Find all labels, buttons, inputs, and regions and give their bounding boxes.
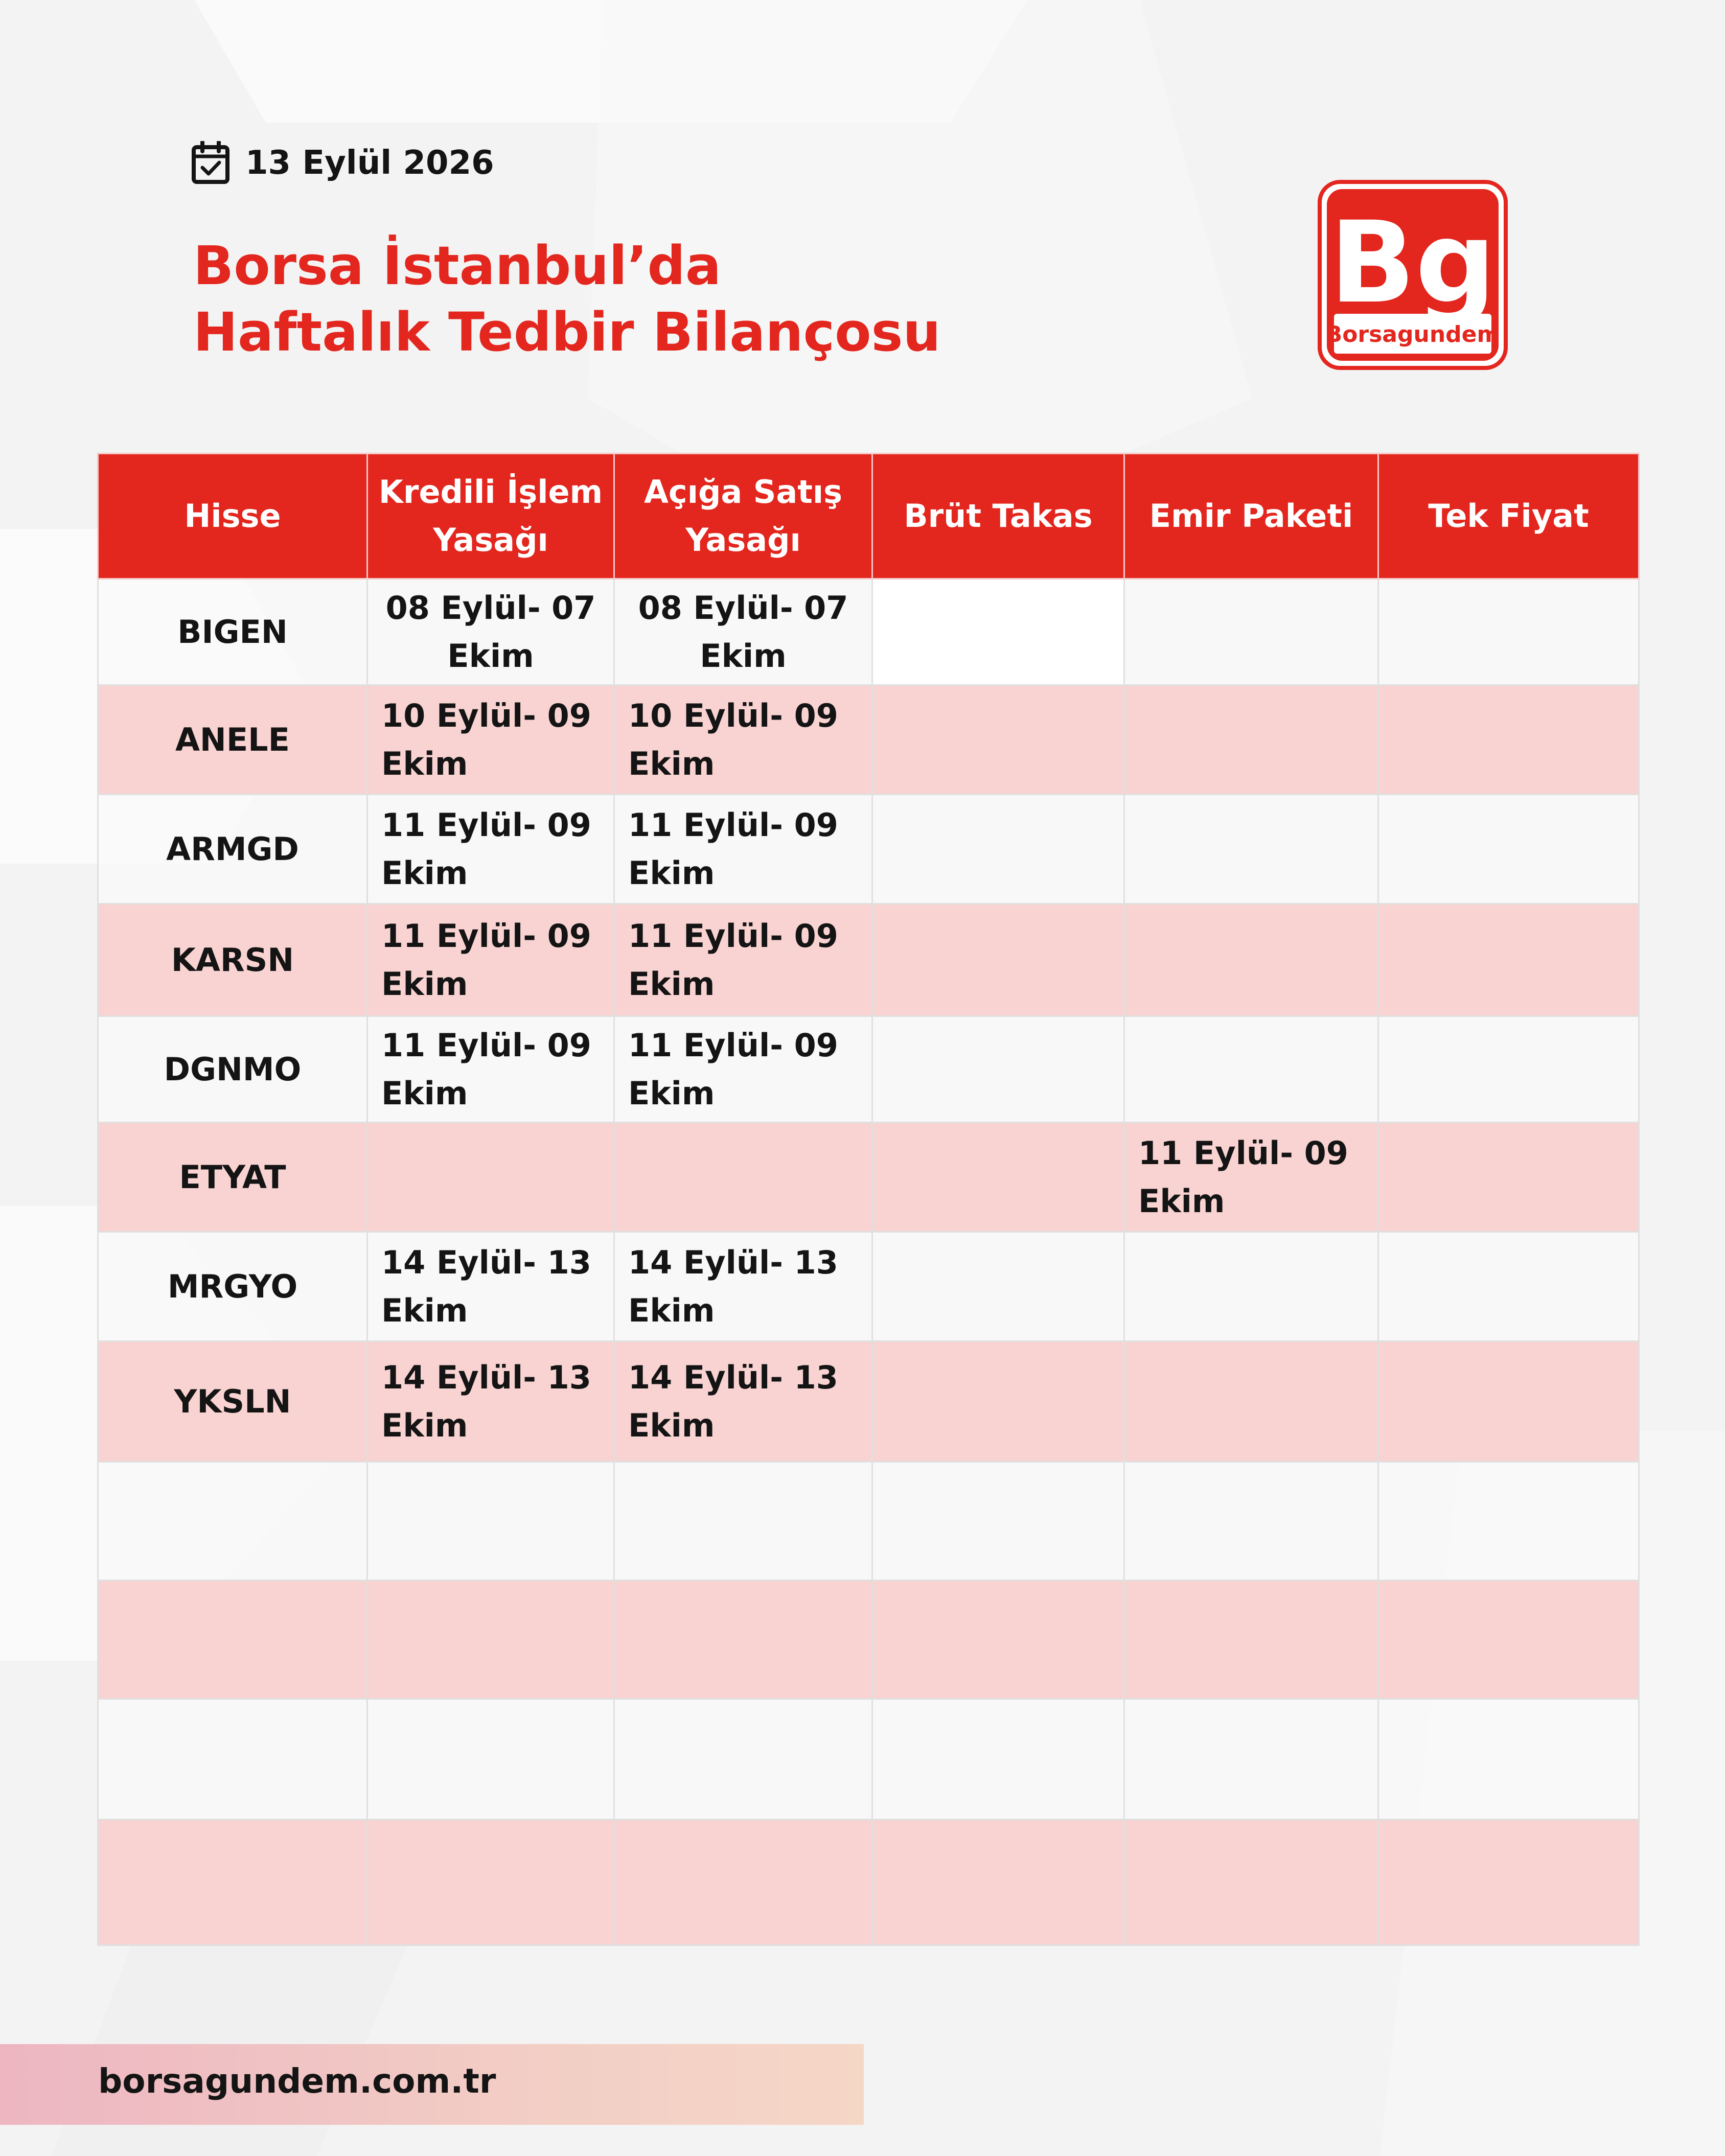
cell-line: 08 Eylül- 07: [385, 589, 596, 627]
cell-hisse: ETYAT: [98, 1123, 367, 1232]
cell-emir: [1124, 795, 1378, 904]
cell-aciga: [614, 579, 872, 685]
table-row: [98, 1462, 1639, 1581]
cell-emir: [1124, 1820, 1378, 1945]
cell-hisse: [98, 1581, 367, 1699]
cell-hisse: MRGYO: [98, 1232, 367, 1341]
cell-line: 11 Eylül- 09: [628, 917, 838, 955]
column-header-line: Yasağı: [433, 521, 548, 559]
logo-name: Borsagundem: [1325, 321, 1501, 347]
cell-kredili: [367, 1820, 614, 1945]
cell-line: Ekim: [381, 1291, 468, 1329]
cell-line: 14 Eylül- 13: [628, 1243, 838, 1281]
cell-tek: [1378, 795, 1639, 904]
column-header-hisse: [98, 454, 367, 579]
cell-brut: [872, 795, 1124, 904]
cell-line: Ekim: [628, 1291, 715, 1329]
cell-line: 11 Eylül- 09: [381, 806, 591, 844]
cell-hisse: [98, 1462, 367, 1581]
cell-line: Ekim: [447, 637, 534, 675]
cell-emir: [1124, 1232, 1378, 1341]
table-row: [98, 1016, 1639, 1123]
footer-website: borsagundem.com.tr: [98, 2061, 496, 2101]
cell-aciga: [614, 795, 872, 904]
cell-line: 14 Eylül- 13: [628, 1358, 838, 1396]
cell-tek: [1378, 1341, 1639, 1462]
table-body: [98, 579, 1639, 1945]
cell-hisse: DGNMO: [98, 1016, 367, 1123]
table-header-row: [98, 454, 1639, 579]
cell-kredili: [367, 685, 614, 795]
cell-line: 14 Eylül- 13: [381, 1358, 591, 1396]
cell-aciga: [614, 1699, 872, 1820]
cell-emir: [1124, 579, 1378, 685]
cell-kredili: [367, 1462, 614, 1581]
cell-line: 10 Eylül- 09: [628, 697, 838, 734]
column-header-line: Açığa Satış: [643, 473, 843, 511]
column-header-line: Yasağı: [685, 521, 801, 559]
cell-line: 14 Eylül- 13: [381, 1243, 591, 1281]
cell-brut: [872, 1123, 1124, 1232]
table-row: [98, 1820, 1639, 1945]
cell-line: Ekim: [628, 1406, 715, 1444]
cell-kredili: [367, 1123, 614, 1232]
cell-brut: [872, 1581, 1124, 1699]
column-header-tek-fiyat: [1378, 454, 1639, 579]
cell-line: Ekim: [381, 745, 468, 782]
cell-brut: [872, 1232, 1124, 1341]
cell-brut: [872, 1699, 1124, 1820]
cell-line: Ekim: [628, 854, 715, 892]
cell-line: Ekim: [381, 965, 468, 1003]
cell-line: Ekim: [1138, 1182, 1225, 1220]
cell-hisse: KARSN: [98, 904, 367, 1016]
title-line-1: Borsa İstanbul’da: [193, 235, 722, 297]
column-header-emir-paketi: [1124, 454, 1378, 579]
cell-line: 11 Eylül- 09: [628, 806, 838, 844]
cell-line: Ekim: [628, 745, 715, 782]
cell-emir: [1124, 1699, 1378, 1820]
column-header-line: Hisse: [184, 497, 281, 535]
table-row: [98, 1123, 1639, 1232]
brand-logo: [1318, 180, 1508, 370]
column-header-line: Tek Fiyat: [1428, 497, 1589, 535]
page-title: [193, 233, 941, 365]
cell-emir: [1124, 1341, 1378, 1462]
cell-kredili: [367, 1581, 614, 1699]
cell-aciga: [614, 685, 872, 795]
logo-mark: Bg: [1329, 197, 1496, 328]
cell-hisse: ARMGD: [98, 795, 367, 904]
cell-kredili: [367, 1016, 614, 1123]
cell-line: 11 Eylül- 09: [381, 917, 591, 955]
cell-emir: [1124, 685, 1378, 795]
cell-aciga: [614, 1123, 872, 1232]
cell-tek: [1378, 1232, 1639, 1341]
publish-date: 13 Eylül 2026: [245, 144, 494, 182]
cell-emir: [1124, 1581, 1378, 1699]
cell-line: Ekim: [628, 1074, 715, 1112]
calendar-check-icon: [191, 141, 230, 185]
cell-tek: [1378, 1462, 1639, 1581]
cell-emir: [1124, 1462, 1378, 1581]
table-row: [98, 1341, 1639, 1462]
cell-kredili: [367, 1699, 614, 1820]
cell-brut: [872, 1462, 1124, 1581]
cell-line: Ekim: [381, 1406, 468, 1444]
cell-hisse: YKSLN: [98, 1341, 367, 1462]
cell-line: Ekim: [381, 854, 468, 892]
cell-line: 08 Eylül- 07: [638, 589, 848, 627]
table-row: [98, 1699, 1639, 1820]
table-row: [98, 904, 1639, 1016]
cell-aciga: [614, 1462, 872, 1581]
cell-brut: [872, 579, 1124, 685]
measures-table: [97, 453, 1640, 1946]
cell-brut: [872, 685, 1124, 795]
cell-kredili: [367, 904, 614, 1016]
cell-line: 10 Eylül- 09: [381, 697, 591, 734]
cell-aciga: [614, 1341, 872, 1462]
measures-table-container: [97, 453, 1638, 1946]
column-header-line: Brüt Takas: [904, 497, 1093, 535]
cell-brut: [872, 1820, 1124, 1945]
column-header-kredili-islem-yasagi: [367, 454, 614, 579]
column-header-brut-takas: [872, 454, 1124, 579]
cell-line: 11 Eylül- 09: [1138, 1134, 1348, 1172]
cell-tek: [1378, 1699, 1639, 1820]
cell-tek: [1378, 904, 1639, 1016]
cell-aciga: [614, 1581, 872, 1699]
cell-tek: [1378, 1581, 1639, 1699]
column-header-line: Emir Paketi: [1149, 497, 1353, 535]
cell-emir: [1124, 1123, 1378, 1232]
cell-emir: [1124, 904, 1378, 1016]
table-row: [98, 685, 1639, 795]
cell-line: 11 Eylül- 09: [628, 1026, 838, 1064]
cell-tek: [1378, 579, 1639, 685]
cell-line: Ekim: [381, 1074, 468, 1112]
cell-kredili: [367, 795, 614, 904]
cell-hisse: BIGEN: [98, 579, 367, 685]
table-row: [98, 795, 1639, 904]
cell-emir: [1124, 1016, 1378, 1123]
column-header-aciga-satis-yasagi: [614, 454, 872, 579]
cell-tek: [1378, 1016, 1639, 1123]
table-row: [98, 1232, 1639, 1341]
cell-tek: [1378, 1820, 1639, 1945]
cell-kredili: [367, 1232, 614, 1341]
cell-line: Ekim: [700, 637, 787, 675]
cell-aciga: [614, 1016, 872, 1123]
cell-line: 11 Eylül- 09: [381, 1026, 591, 1064]
date-row: [191, 140, 494, 186]
cell-brut: [872, 904, 1124, 1016]
cell-hisse: [98, 1820, 367, 1945]
cell-kredili: [367, 1341, 614, 1462]
cell-brut: [872, 1016, 1124, 1123]
cell-aciga: [614, 1232, 872, 1341]
cell-hisse: ANELE: [98, 685, 367, 795]
cell-tek: [1378, 1123, 1639, 1232]
table-row: [98, 1581, 1639, 1699]
cell-aciga: [614, 904, 872, 1016]
table-row: [98, 579, 1639, 685]
cell-hisse: [98, 1699, 367, 1820]
cell-aciga: [614, 1820, 872, 1945]
cell-brut: [872, 1341, 1124, 1462]
cell-tek: [1378, 685, 1639, 795]
cell-line: Ekim: [628, 965, 715, 1003]
cell-kredili: [367, 579, 614, 685]
column-header-line: Kredili İşlem: [378, 473, 603, 511]
title-line-2: Haftalık Tedbir Bilançosu: [193, 301, 941, 363]
